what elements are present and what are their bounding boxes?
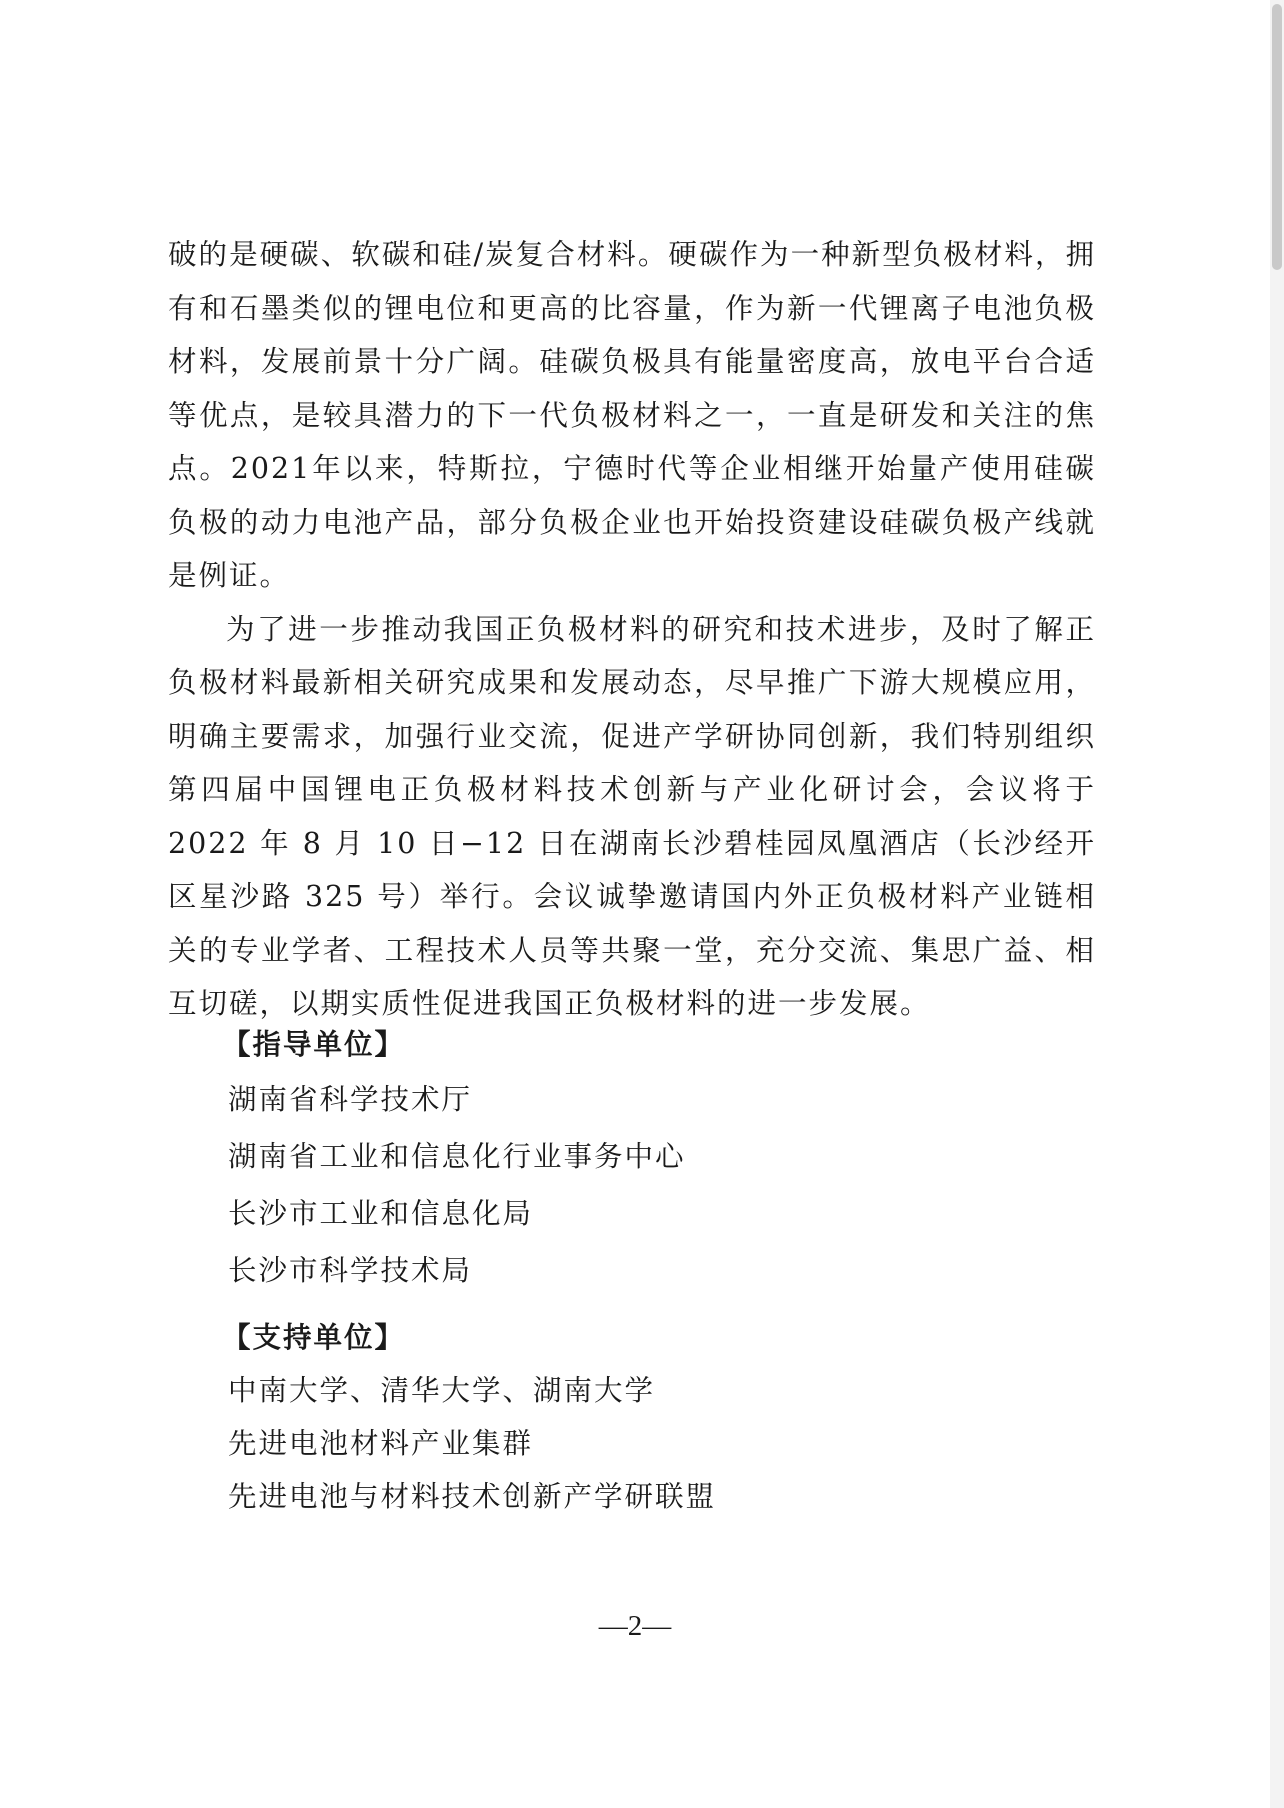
guidance-unit-item: 长沙市科学技术局 bbox=[228, 1254, 473, 1287]
guidance-units-section bbox=[222, 1019, 686, 1299]
guidance-unit-item: 湖南省科学技术厅 bbox=[228, 1083, 473, 1116]
guidance-units-heading: 【指导单位】 bbox=[222, 1028, 406, 1061]
page-number: —2— bbox=[598, 1610, 672, 1642]
vertical-scrollbar[interactable] bbox=[1270, 0, 1284, 1808]
support-units-heading: 【支持单位】 bbox=[222, 1321, 406, 1354]
paragraph-2: 为了进一步推动我国正负极材料的研究和技术进步，及时了解正负极材料最新相关研究成果和发展动态，尽早推广下游大规模应用，明确主要需求，加强行业交流，促进产学研协同创新，我们特别组织第四届中国锂电正负极材料技术创新与产业化研讨会，会议将于 2022 年 8 月 10 日−12 日在湖南长沙碧桂园凤凰酒店（长沙经开区星沙路 325 号）举行。会议诚挚邀请国内外正负极材料产业链相关的专业学者、工程技术人员等共聚一堂，充分交流、集思广益、相互切磋，以期实质性促进我国正负极材料的进一步发展。 bbox=[168, 612, 1096, 1020]
support-unit-item: 先进电池与材料技术创新产学研联盟 bbox=[228, 1480, 717, 1513]
paragraph-1: 破的是硬碳、软碳和硅/炭复合材料。硬碳作为一种新型负极材料，拥有和石墨类似的锂电位和更高的比容量，作为新一代锂离子电池负极材料，发展前景十分广阔。硅碳负极具有能量密度高，放电平台合适等优点，是较具潜力的下一代负极材料之一，一直是研发和关注的焦点。2021年以来，特斯拉，宁德时代等企业相继开始量产使用硅碳负极的动力电池产品，部分负极企业也开始投资建设硅碳负极产线就是例证。 bbox=[168, 238, 1096, 592]
scrollbar-thumb[interactable] bbox=[1272, 4, 1282, 270]
guidance-unit-item: 长沙市工业和信息化局 bbox=[228, 1197, 534, 1230]
guidance-unit-item: 湖南省工业和信息化行业事务中心 bbox=[228, 1140, 686, 1173]
support-units-section bbox=[222, 1312, 717, 1523]
body-text bbox=[168, 228, 1096, 1031]
support-unit-item: 先进电池材料产业集群 bbox=[228, 1427, 534, 1460]
support-unit-item: 中南大学、清华大学、湖南大学 bbox=[228, 1374, 656, 1407]
